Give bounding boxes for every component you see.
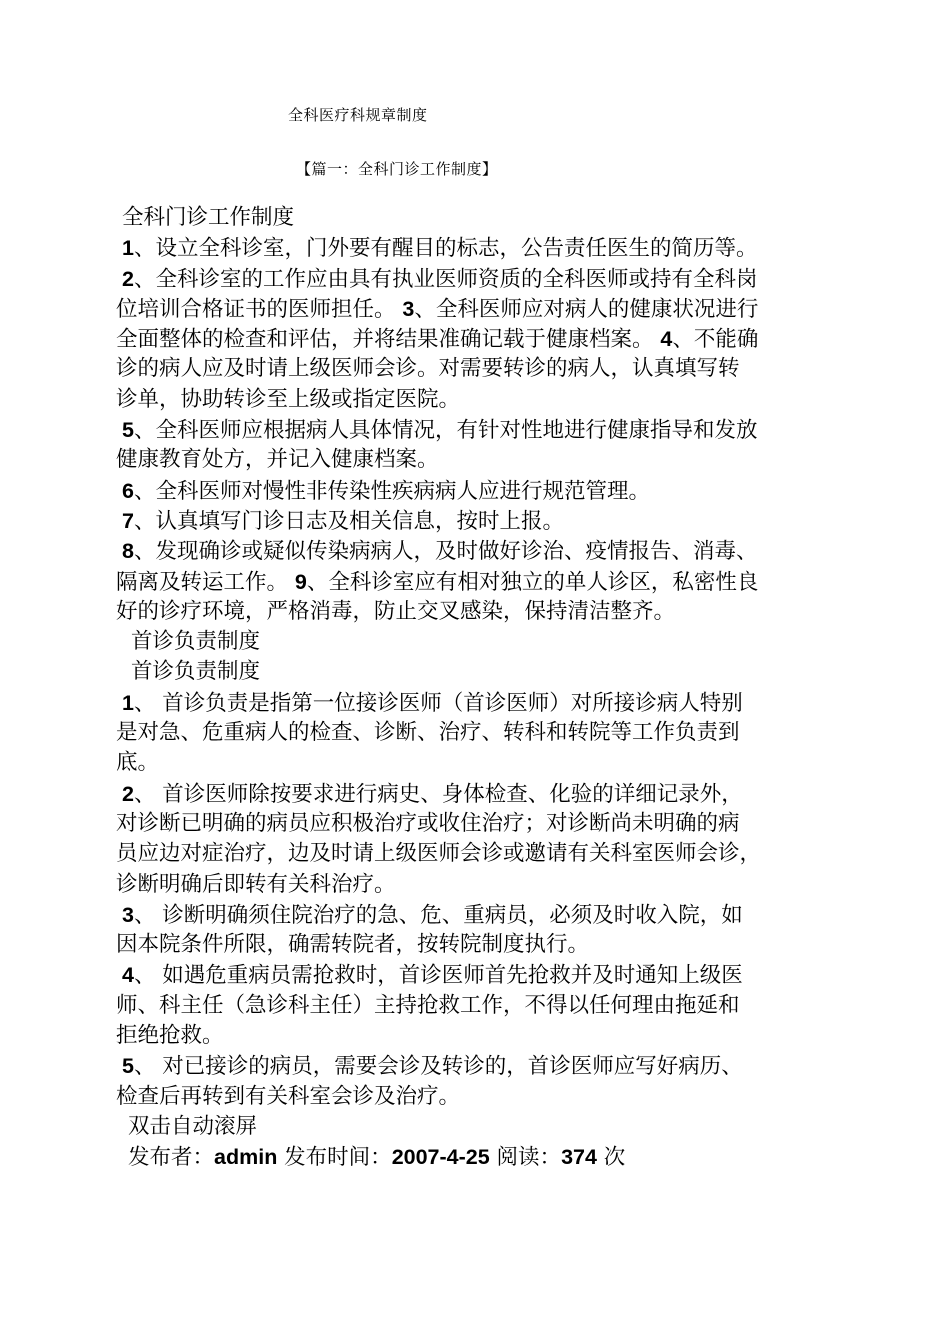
paragraph-line: 1、设立全科诊室，门外要有醒目的标志，公告责任医生的简历等。 <box>122 236 758 262</box>
document-subtitle: 【篇一：全科门诊工作制度】 <box>296 160 498 178</box>
paragraph-line: 6、全科医师对慢性非传染性疾病病人应进行规范管理。 <box>122 478 650 504</box>
paragraph-line: 员应边对症治疗，边及时请上级医师会诊或邀请有关科室医师会诊， <box>116 841 762 867</box>
paragraph-line: 师、科主任（急诊科主任）主持抢救工作，不得以任何理由拖延和 <box>116 992 740 1018</box>
document-body <box>116 203 846 1173</box>
paragraph-line: 位培训合格证书的医师担任。 3、全科医师应对病人的健康状况进行 <box>116 296 759 322</box>
read-count-label: 阅读： <box>489 1145 562 1171</box>
paragraph-line: 诊单，协助转诊至上级或指定医院。 <box>116 386 461 412</box>
auto-scroll-text: 双击自动滚屏 <box>128 1113 258 1139</box>
section-heading: 首诊负责制度 <box>131 659 261 685</box>
paragraph-line: 3、 诊断明确须住院治疗的急、危、重病员，必须及时收入院，如 <box>122 902 743 928</box>
paragraph-line: 2、 首诊医师除按要求进行病史、身体检查、化验的详细记录外， <box>122 781 743 807</box>
publisher-label: 发布者： <box>128 1145 215 1171</box>
read-count: 374 <box>561 1145 597 1170</box>
paragraph-line: 因本院条件所限，确需转院者，按转院制度执行。 <box>116 932 590 958</box>
paragraph-line: 好的诊疗环境，严格消毒，防止交叉感染，保持清洁整齐。 <box>116 598 676 624</box>
paragraph-line: 是对急、危重病人的检查、诊断、治疗、转科和转院等工作负责到 <box>116 720 740 746</box>
paragraph-line: 7、认真填写门诊日志及相关信息，按时上报。 <box>122 508 564 534</box>
paragraph-line: 健康教育处方，并记入健康档案。 <box>116 447 439 473</box>
paragraph-line: 2、全科诊室的工作应由具有执业医师资质的全科医师或持有全科岗 <box>122 266 758 292</box>
section-heading: 全科门诊工作制度 <box>122 205 295 230</box>
publisher-name: admin <box>214 1145 278 1170</box>
section-heading: 首诊负责制度 <box>131 629 261 655</box>
paragraph-line: 5、全科医师应根据病人具体情况，有针对性地进行健康指导和发放 <box>122 418 758 444</box>
paragraph-line: 检查后再转到有关科室会诊及治疗。 <box>116 1083 461 1109</box>
paragraph-line: 8、发现确诊或疑似传染病病人，及时做好诊治、疫情报告、消毒、 <box>122 539 758 565</box>
paragraph-line: 隔离及转运工作。 9、全科诊室应有相对独立的单人诊区，私密性良 <box>116 569 759 595</box>
paragraph-line: 拒绝抢救。 <box>116 1023 224 1049</box>
publish-time-label: 发布时间： <box>277 1145 392 1171</box>
post-meta-footer <box>116 1142 846 1172</box>
paragraph-line: 底。 <box>116 750 160 776</box>
document-title: 全科医疗科规章制度 <box>288 106 428 124</box>
paragraph-line: 1、 首诊负责是指第一位接诊医师（首诊医师）对所接诊病人特别 <box>122 690 743 716</box>
paragraph-line: 4、 如遇危重病员需抢救时，首诊医师首先抢救并及时通知上级医 <box>122 963 743 989</box>
paragraph-line: 诊断明确后即转有关科治疗。 <box>116 871 396 897</box>
publish-time: 2007-4-25 <box>391 1145 490 1170</box>
read-count-unit: 次 <box>596 1145 626 1171</box>
paragraph-line: 全面整体的检查和评估，并将结果准确记载于健康档案。 4、不能确 <box>116 327 759 353</box>
paragraph-line: 对诊断已明确的病员应积极治疗或收住治疗；对诊断尚未明确的病 <box>116 810 740 836</box>
paragraph-line: 5、 对已接诊的病员，需要会诊及转诊的，首诊医师应写好病历、 <box>122 1054 743 1080</box>
paragraph-line: 诊的病人应及时请上级医师会诊。对需要转诊的病人，认真填写转 <box>116 356 740 382</box>
